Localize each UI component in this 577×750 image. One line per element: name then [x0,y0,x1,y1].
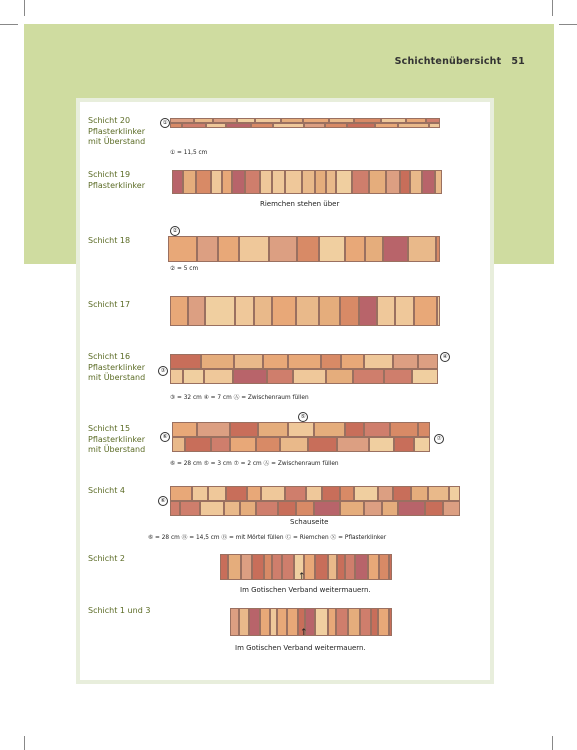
brick [378,486,393,501]
brick [172,422,197,437]
brick [393,486,411,501]
brick [224,501,240,516]
brick [369,437,393,452]
brick [341,354,365,369]
layer-label: Schicht 1 und 3 [88,606,151,615]
brick [328,608,336,636]
brick-row [170,354,438,384]
brick [328,554,337,580]
brick [211,170,222,194]
brick [260,170,272,194]
brick [389,608,392,636]
brick-row [170,486,460,516]
brick [218,236,240,262]
brick [443,501,460,516]
layer-label: Schicht 19 Pflasterklinker [88,170,145,190]
crop-mark [0,24,18,25]
dimension-marker: ⑥ [160,432,170,442]
brick [436,236,440,262]
brick [321,354,341,369]
brick [183,369,204,384]
brick [256,501,278,516]
brick-row [172,170,442,194]
brick [371,608,378,636]
brick [340,296,359,326]
brick [208,486,226,501]
brick [170,123,182,128]
brick [200,501,224,516]
brick [412,369,438,384]
brick [377,296,395,326]
brick [256,437,280,452]
brick [197,422,230,437]
brick [340,486,355,501]
brick [230,608,239,636]
up-arrow-icon: ↑ [300,628,308,638]
brick [315,170,326,194]
brick [429,123,440,128]
brick [414,437,430,452]
layer-overview-panel [76,98,494,684]
page-number: 51 [511,56,525,67]
brick [258,422,288,437]
dimension-marker: ⑥ [158,496,168,506]
brick [352,170,369,194]
layer-label: Schicht 2 [88,554,126,563]
layer-sublabel: Im Gotischen Verband weitermauern. [235,644,366,652]
layer-label: Schicht 17 [88,300,131,309]
brick [390,422,418,437]
brick [384,369,412,384]
brick [185,437,211,452]
brick [408,236,436,262]
brick [278,501,296,516]
brick [280,437,308,452]
brick [379,554,390,580]
brick [296,296,318,326]
brick [239,236,268,262]
brick [369,170,385,194]
brick [205,296,234,326]
brick [336,608,348,636]
dimension-marker: ③ [158,366,168,376]
brick [304,554,314,580]
brick [383,236,408,262]
brick [345,422,364,437]
dimension-marker: ② [170,226,180,236]
brick [170,369,183,384]
brick [239,608,250,636]
brick [220,554,228,580]
brick [182,123,206,128]
brick [273,123,305,128]
brick [232,170,245,194]
brick [196,170,211,194]
brick [282,554,294,580]
layer-label: Schicht 18 [88,236,131,245]
brick [180,501,199,516]
brick [272,296,296,326]
brick [302,170,315,194]
brick [375,123,397,128]
brick-row [168,236,440,262]
brick [285,170,301,194]
brick [226,123,251,128]
brick [197,236,218,262]
brick [389,554,392,580]
brick [345,236,364,262]
brick [233,369,266,384]
brick [192,486,209,501]
layer-sublabel: Im Gotischen Verband weitermauern. [240,586,371,594]
brick [293,369,326,384]
brick [354,486,378,501]
brick [288,422,314,437]
brick [319,296,341,326]
brick [263,354,288,369]
brick [252,554,263,580]
brick [204,369,233,384]
brick [170,501,180,516]
brick [260,608,270,636]
brick [270,608,277,636]
brick [435,170,442,194]
brick [304,123,325,128]
brick [261,486,285,501]
brick [245,170,260,194]
brick [241,554,252,580]
brick [355,554,368,580]
brick [247,486,262,501]
layer-caption: ③ = 32 cm ④ = 7 cm Ⓐ = Zwischenraum füllen [170,395,309,401]
brick-row [230,608,392,636]
brick [211,437,229,452]
brick [368,554,379,580]
brick-row [220,554,392,580]
brick [340,501,364,516]
brick [422,170,435,194]
brick-row [170,296,440,326]
brick-row [170,118,440,128]
crop-mark [559,24,577,25]
layer-caption: ⑥ = 28 cm Ⓑ = 14,5 cm Ⓑ = mit Mörtel füllen Ⓒ = Riemchen Ⓧ = Pflasterklinker [148,535,387,541]
brick [285,486,306,501]
brick [287,608,298,636]
brick [398,123,429,128]
brick [170,354,201,369]
brick [411,486,428,501]
layer-sublabel: Schauseite [290,518,329,526]
brick [288,354,321,369]
brick [319,236,346,262]
brick [315,554,328,580]
brick [428,486,449,501]
layer-caption: ⑥ = 28 cm ⑤ = 3 cm ⑦ = 2 cm Ⓐ = Zwischenraum füllen [170,461,339,467]
crop-mark [552,736,553,750]
brick [360,608,371,636]
brick [267,369,293,384]
layer-label: Schicht 15 Pflasterklinker mit Überstand [88,424,146,454]
brick [269,236,297,262]
brick [398,501,424,516]
layer-sublabel: Riemchen stehen über [260,200,340,208]
brick [226,486,247,501]
brick [272,554,282,580]
brick [325,123,347,128]
brick [345,554,355,580]
brick [326,369,353,384]
crop-mark [24,736,25,750]
layer-label: Schicht 16 Pflasterklinker mit Überstand [88,352,146,382]
brick [437,296,440,326]
brick [264,554,272,580]
brick [393,354,418,369]
brick [188,296,205,326]
brick [170,486,192,501]
dimension-marker: ① [160,118,170,128]
brick [410,170,422,194]
brick [228,554,241,580]
running-header [395,56,525,67]
brick [394,437,415,452]
brick [272,170,285,194]
brick [222,170,232,194]
brick [240,501,256,516]
brick [172,437,185,452]
header-title: Schichtenübersicht [394,56,502,67]
brick [364,501,382,516]
layer-label: Schicht 4 [88,486,126,495]
brick [449,486,460,501]
brick [365,236,383,262]
brick [395,296,414,326]
layer-caption: ① = 11,5 cm [170,150,208,156]
brick [308,437,338,452]
dimension-marker: ⑤ [298,412,308,422]
brick [353,369,384,384]
crop-mark [552,0,553,16]
brick [348,608,360,636]
brick [249,608,260,636]
brick [183,170,196,194]
up-arrow-icon: ↑ [298,572,306,582]
brick [206,123,226,128]
brick [168,236,197,262]
brick [337,437,369,452]
brick [336,170,352,194]
brick [235,296,254,326]
layer-label: Schicht 20 Pflasterklinker mit Überstand [88,116,146,146]
brick [172,170,183,194]
dimension-marker: ⑦ [434,434,444,444]
brick [297,236,319,262]
brick [306,486,322,501]
brick [315,608,328,636]
brick [254,296,272,326]
brick [364,422,389,437]
brick [347,123,376,128]
brick [230,422,258,437]
brick [314,422,346,437]
brick [314,501,340,516]
brick [364,354,392,369]
brick [400,170,410,194]
brick-row [172,422,430,452]
brick [386,170,401,194]
brick [378,608,389,636]
layer-caption: ② = 5 cm [170,266,199,272]
brick [337,554,345,580]
crop-mark [24,0,25,16]
brick [251,123,272,128]
brick [414,296,437,326]
brick [425,501,444,516]
brick [418,422,430,437]
brick [322,486,339,501]
brick [277,608,287,636]
dimension-marker: ④ [440,352,450,362]
brick [230,437,256,452]
brick [359,296,376,326]
brick [201,354,235,369]
brick [170,296,188,326]
brick [296,501,314,516]
brick [418,354,438,369]
brick [382,501,398,516]
brick [326,170,337,194]
brick [234,354,263,369]
